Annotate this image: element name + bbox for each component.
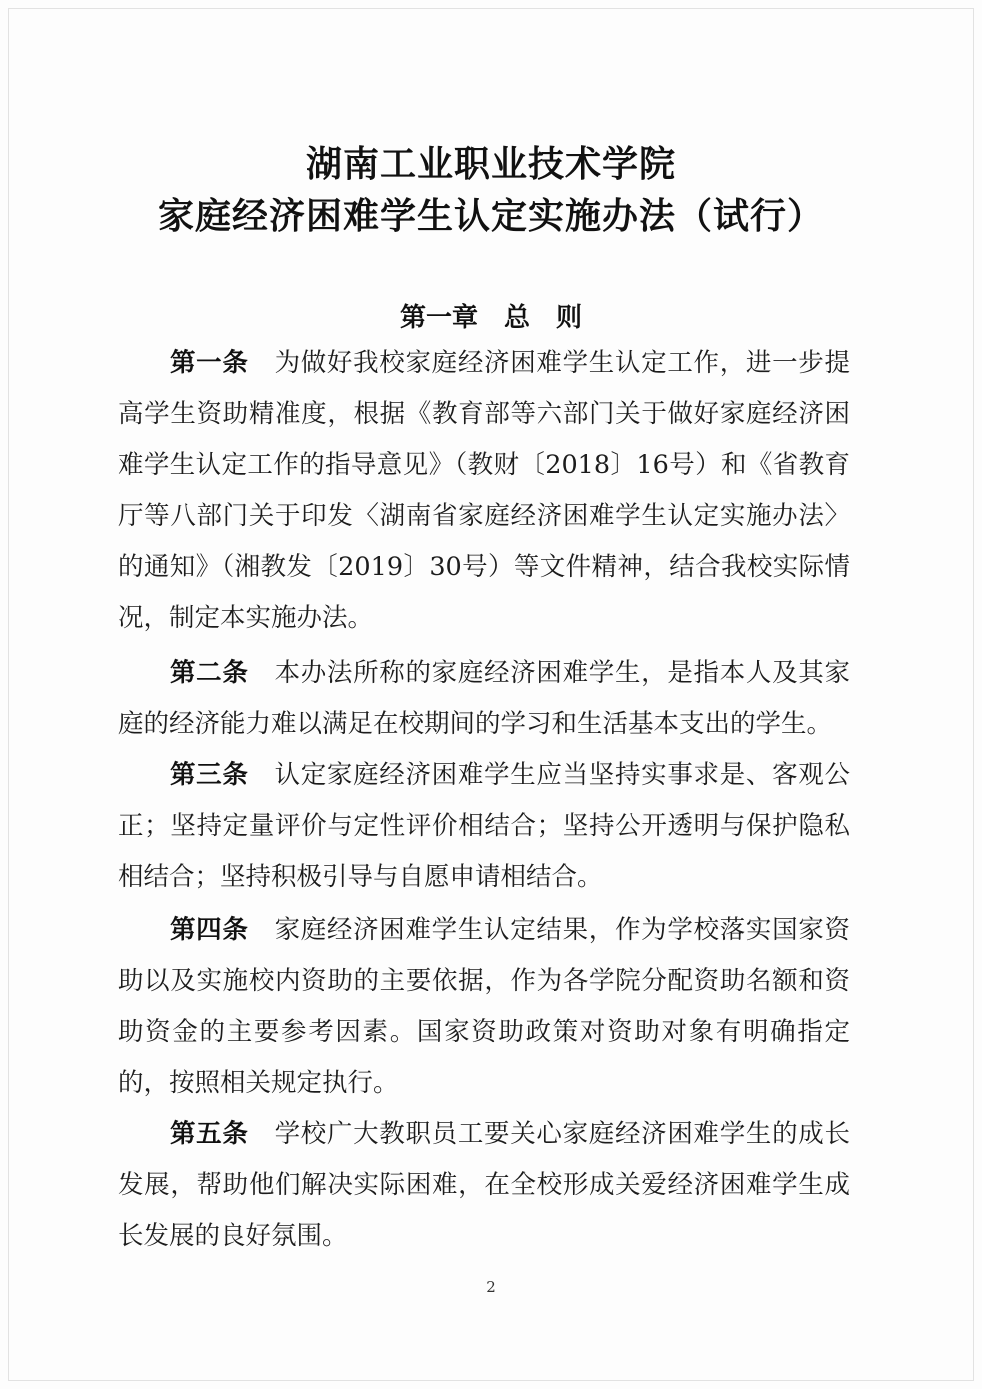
article-4 (118, 905, 850, 1109)
document-title-line-1: 湖南工业职业技术学院 (305, 143, 676, 185)
document-title-line-2: 家庭经济困难学生认定实施办法（试行） (157, 195, 824, 237)
article-2 (118, 648, 850, 750)
article-3 (118, 750, 850, 903)
article-1 (118, 338, 850, 644)
article-4-heading: 第四条 (170, 915, 249, 945)
article-2-heading: 第二条 (170, 658, 249, 688)
article-3-heading: 第三条 (170, 760, 249, 790)
article-3-text: 认定家庭经济困难学生应当坚持实事求是、客观公正；坚持定量评价与定性评价相结合；坚持公开透明与保护隐私相结合；坚持积极引导与自愿申请相结合。 (118, 760, 850, 892)
article-5-text: 学校广大教职员工要关心家庭经济困难学生的成长发展，帮助他们解决实际困难，在全校形成关爱经济困难学生成长发展的良好氛围。 (118, 1119, 850, 1251)
page-number: 2 (486, 1278, 496, 1296)
article-2-text: 本办法所称的家庭经济困难学生，是指本人及其家庭的经济能力难以满足在校期间的学习和生活基本支出的学生。 (118, 658, 850, 739)
article-4-text: 家庭经济困难学生认定结果，作为学校落实国家资助以及实施校内资助的主要依据，作为各学院分配资助名额和资助资金的主要参考因素。国家资助政策对资助对象有明确指定的，按照相关规定执行。 (118, 915, 850, 1098)
article-5 (118, 1109, 850, 1262)
article-1-text: 为做好我校家庭经济困难学生认定工作，进一步提高学生资助精准度，根据《教育部等六部门关于做好家庭经济困难学生认定工作的指导意见》（教财〔2018〕16号）和《省教育厅等八部门关于印发〈湖南省家庭经济困难学生认定实施办法〉的通知》（湘教发〔2019〕30号）等文件精神，结合我校实际情况，制定本实施办法。 (118, 348, 850, 633)
chapter-heading: 第一章 总 则 (399, 303, 582, 333)
article-1-heading: 第一条 (170, 348, 249, 378)
article-5-heading: 第五条 (170, 1119, 249, 1149)
